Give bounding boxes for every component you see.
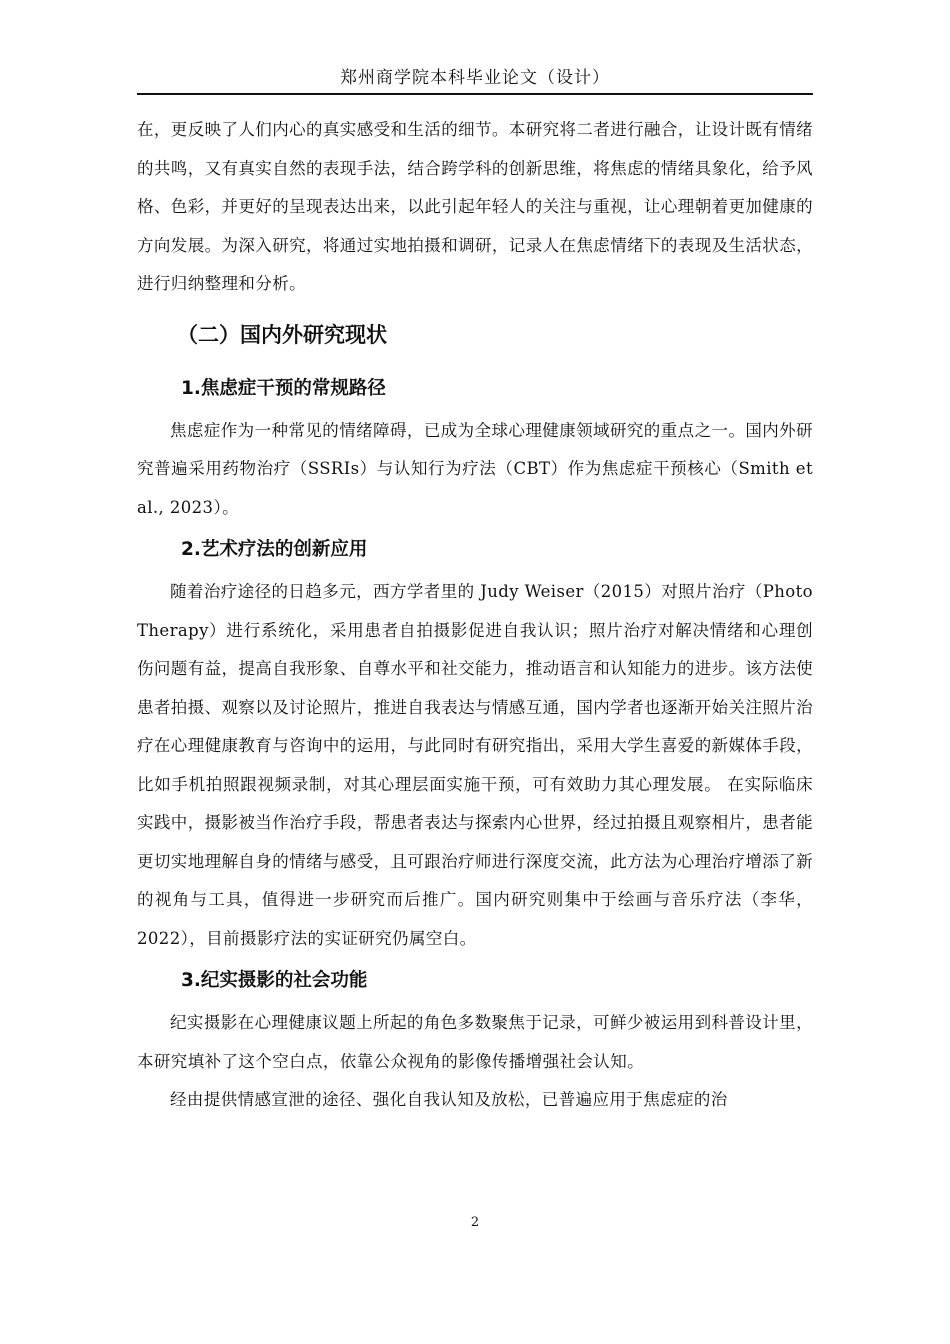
paragraph-1: 焦虑症作为一种常见的情绪障碍，已成为全球心理健康领域研究的重点之一。国内外研究普遍采用药物治疗（SSRIs）与认知行为疗法（CBT）作为焦虑症干预核心（Smith et al., 2023）。: [137, 420, 813, 517]
subheading-2: 2.艺术疗法的创新应用: [181, 539, 368, 560]
paragraph-2: 随着治疗途径的日趋多元，西方学者里的 Judy Weiser（2015）对照片治疗（Photo Therapy）进行系统化，采用患者自拍摄影促进自我认识；照片治疗对解决情绪和心理创伤问题有益，提高自我形象、自尊水平和社交能力，推动语言和认知能力的进步。该方法使患者拍摄、观察以及讨论照片，推进自我表达与情感互通，国内学者也逐渐开始关注照片治疗在心理健康教育与咨询中的运用，与此同时有研究指出，采用大学生喜爱的新媒体手段，比如手机拍照跟视频录制，对其心理层面实施干预，可有效助力其心理发展。 在实际临床实践中，摄影被当作治疗手段，帮患者表达与探索内心世界，经过拍摄且观察相片，患者能更切实地理解自身的情绪与感受，且可跟治疗师进行深度交流，此方法为心理治疗增添了新的视角与工具，值得进一步研究而后推广。国内研究则集中于绘画与音乐疗法（李华，2022），目前摄影疗法的实证研究仍属空白。: [137, 582, 813, 948]
page-number: 2: [470, 1215, 480, 1230]
header-divider: [137, 93, 813, 95]
paragraph-continued: 在，更反映了人们内心的真实感受和生活的细节。本研究将二者进行融合，让设计既有情绪的共鸣，又有真实自然的表现手法，结合跨学科的创新思维，将焦虑的情绪具象化，给予风格、色彩，并更好的呈现表达出来，以此引起年轻人的关注与重视，让心理朝着更加健康的方向发展。为深入研究，将通过实地拍摄和调研，记录人在焦虑情绪下的表现及生活状态，进行归纳整理和分析。: [137, 120, 813, 293]
document-header: 郑州商学院本科毕业论文（设计）: [340, 68, 610, 88]
document-body: [137, 111, 813, 1120]
section-heading: （二）国内外研究现状: [177, 322, 387, 347]
paragraph-3: 纪实摄影在心理健康议题上所起的角色多数聚焦于记录，可鲜少被运用到科普设计里，本研究填补了这个空白点，依靠公众视角的影像传播增强社会认知。: [137, 1013, 813, 1071]
paragraph-4: 经由提供情感宣泄的途径、强化自我认知及放松，已普遍应用于焦虑症的治: [170, 1090, 728, 1109]
subheading-3: 3.纪实摄影的社会功能: [181, 970, 368, 991]
subheading-1: 1.焦虑症干预的常规路径: [181, 377, 386, 399]
